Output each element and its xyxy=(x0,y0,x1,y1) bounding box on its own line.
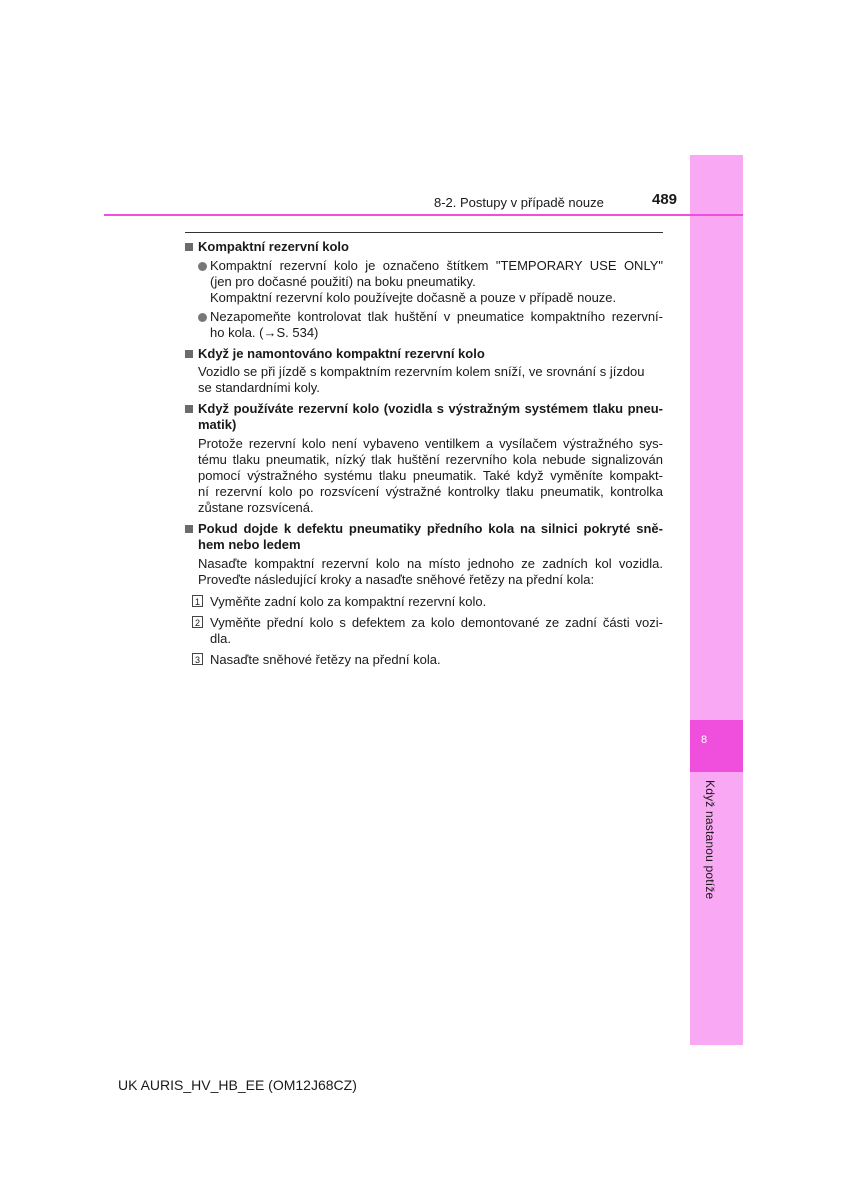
page-content xyxy=(185,236,663,668)
square-bullet-icon xyxy=(185,350,193,358)
header-rule xyxy=(104,214,743,216)
heading-snow-ice: Pokud dojde k defektu pneumatiky předního kola na silnici pokryté sně- hem nebo ledem xyxy=(185,521,663,553)
step-number: 3 xyxy=(192,653,203,665)
square-bullet-icon xyxy=(185,243,193,251)
note-check-pressure: Nezapomeňte kontrolovat tlak huštění v pneumatice kompaktního rezervní- ho kola. (→S. 534) xyxy=(185,309,663,341)
step-number: 1 xyxy=(192,595,203,607)
step-1: 1 Vyměňte zadní kolo za kompaktní rezervní kolo. xyxy=(185,594,663,610)
side-tab xyxy=(690,155,743,1045)
content-top-rule xyxy=(185,232,663,233)
chapter-label: Když nastanou potíže xyxy=(703,780,717,900)
section-title: 8-2. Postupy v případě nouze xyxy=(434,195,604,210)
round-bullet-icon xyxy=(198,313,207,322)
paragraph-compact-mounted: Vozidlo se při jízdě s kompaktním rezervním kolem sníží, ve srovnání s jízdou se standardními koly. xyxy=(198,364,645,395)
page-number: 489 xyxy=(652,191,678,208)
chapter-number: 8 xyxy=(701,734,708,746)
footer-code: UK AURIS_HV_HB_EE (OM12J68CZ) xyxy=(118,1077,357,1093)
square-bullet-icon xyxy=(185,405,193,413)
heading-tpms-spare: Když používáte rezervní kolo (vozidla s výstražným systémem tlaku pneu- matik) xyxy=(185,401,663,433)
paragraph-snow-ice: Nasaďte kompaktní rezervní kolo na místo jednoho ze zadních kol vozidla. Proveďte následující kroky a nasaďte sněhové řetězy na přední kola: xyxy=(198,556,663,587)
step-number: 2 xyxy=(192,616,203,628)
step-2: 2 Vyměňte přední kolo s defektem za kolo demontované ze zadní části vozi- dla. xyxy=(185,615,663,647)
round-bullet-icon xyxy=(198,262,207,271)
step-3: 3 Nasaďte sněhové řetězy na přední kola. xyxy=(185,652,663,668)
heading-compact-spare: Kompaktní rezervní kolo xyxy=(185,239,663,255)
heading-compact-mounted: Když je namontováno kompaktní rezervní kolo xyxy=(185,346,663,362)
square-bullet-icon xyxy=(185,525,193,533)
note-temporary-use: Kompaktní rezervní kolo je označeno štítkem "TEMPORARY USE ONLY" (jen pro dočasné použití) na boku pneumatiky. Kompaktní rezervní kolo používejte dočasně a pouze v případě nouze. xyxy=(185,258,663,306)
chapter-tab xyxy=(690,720,743,772)
paragraph-tpms-spare: Protože rezervní kolo není vybaveno ventilkem a vysílačem výstražného sys- tému tlaku pneumatik, nízký tlak huštění rezervního kola nebude signalizován pomocí výstražného systému tlaku pneumatik. Také když vyměníte kompakt- ní rezervní kolo po rozsvícení výstražné kontrolky tlaku pneumatik, kontrolka zůstane rozsvícená. xyxy=(198,436,663,515)
